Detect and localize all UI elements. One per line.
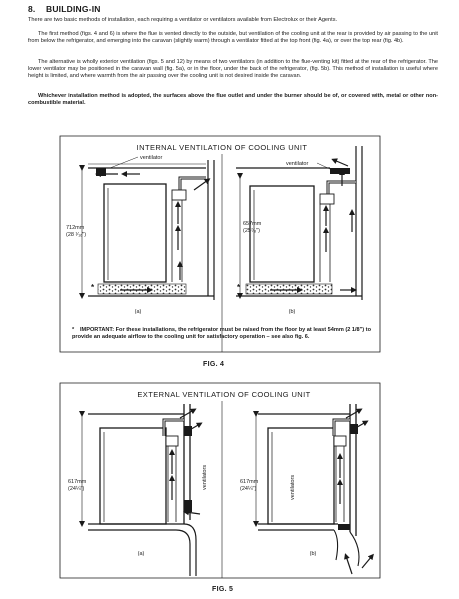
fig5b-ventilators-label: ventilators — [290, 474, 296, 500]
fig4b-star: * — [237, 283, 241, 292]
paragraph-alternative-method: The alternative is wholly exterior ventilation (figs. 5 and 12) by means of two ventilators (in addition to the flue-venting kit) fitted at the rear of the refrigerator. The lower ventilator may be positioned in the caravan wall (fig. 5a), or in the floor, under the back of the refrigerator, (fig. 5b). This method of installation is useful where height is limited, and where warmth from the air passing over the cooling unit is not desired inside the caravan. — [28, 59, 438, 80]
fig5b-refrigerator — [268, 428, 334, 524]
fig4a-dimension-inches: (28 ¹⁄₁₆") — [66, 232, 87, 238]
fig5a-ventilators-label: ventilators — [202, 464, 208, 490]
fig4a-star: * — [91, 283, 95, 292]
fig4-title: INTERNAL VENTILATION OF COOLING UNIT — [136, 143, 308, 152]
fig5a-dimension: 617mm — [68, 479, 87, 485]
important-note — [72, 327, 372, 341]
fig4a-panel — [82, 157, 214, 300]
fig4a-ventilator-label: ventilator — [140, 155, 163, 161]
fig5a-label: (a) — [137, 551, 145, 557]
fig4b-ventilator — [330, 168, 350, 174]
paragraph-first-method: The first method (figs. 4 and 6) is where the flue is vented directly to the outside, but ventilation of the cooling unit at the rear is provided by air passing to the unit from below the refrigerator, and emerging into the caravan (slightly warm) through a ventilator fitted at the top front (fig. 4a), or over the top rear (fig. 4b). — [28, 31, 438, 45]
section-number: 8. — [28, 4, 36, 14]
fig4a-ventilator — [96, 168, 106, 176]
fig5a-refrigerator — [100, 428, 166, 524]
fig4-diagram — [60, 136, 380, 352]
fig4b-label: (b) — [288, 309, 296, 315]
fig5b-panel — [256, 404, 372, 574]
fig5-title: EXTERNAL VENTILATION OF COOLING UNIT — [137, 390, 311, 399]
fig4b-refrigerator — [250, 186, 314, 282]
section-title: BUILDING-IN — [46, 4, 101, 14]
fig4a-dimension: 712mm — [66, 225, 85, 231]
paragraph-intro: There are two basic methods of installation, each requiring a ventilator or ventilators available from Electrolux or their Agents. — [28, 17, 338, 23]
paragraph-warning: Whichever installation method is adopted, the surfaces above the flue outlet and under the burner should be of, or covered with, metal or other non-combustible material. — [28, 93, 438, 107]
fig4-caption: FIG. 4 — [203, 361, 225, 368]
important-symbol: * — [72, 327, 75, 333]
fig5-caption: FIG. 5 — [212, 586, 234, 593]
fig5b-label: (b) — [309, 551, 317, 557]
fig4a-label: (a) — [134, 309, 142, 315]
important-text: IMPORTANT: For these installations, the refrigerator must be raised from the floor by at least 54mm (2 1/8") to provide an adequate airflow to the cooling unit for satisfactory operation – see also fig. 6. — [72, 327, 371, 340]
fig4b-dimension-inches: (25⁷⁄₈") — [243, 228, 260, 234]
fig4b-dimension: 657mm — [243, 221, 262, 227]
fig5b-dimension-inches: (24¼") — [240, 486, 257, 492]
fig5b-dimension: 617mm — [240, 479, 259, 485]
fig5a-dimension-inches: (24¼") — [68, 486, 85, 492]
fig5-diagram — [60, 383, 380, 578]
fig4a-refrigerator — [104, 184, 166, 282]
fig4b-ventilator-label: ventilator — [286, 161, 309, 167]
